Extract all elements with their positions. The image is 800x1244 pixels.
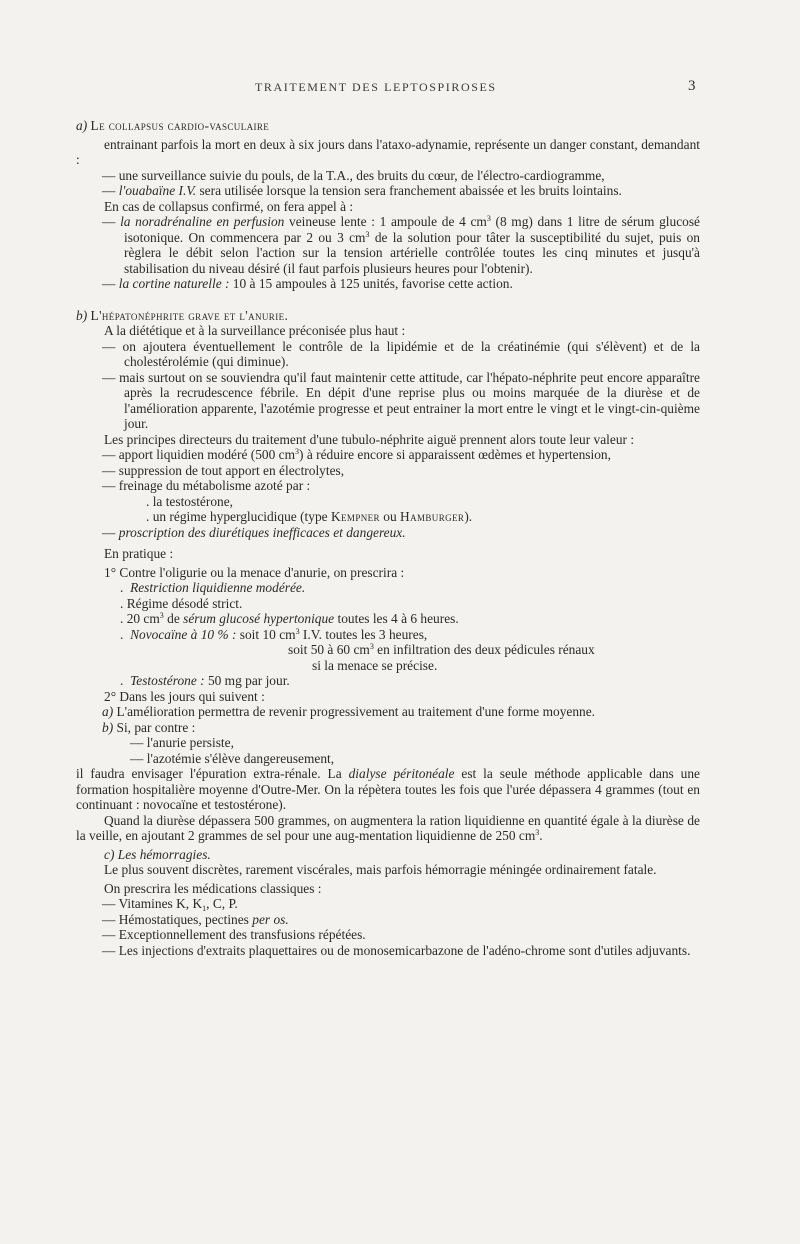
- list-subitem: — l'azotémie s'élève dangereusement,: [130, 750, 335, 766]
- paragraph: Le plus souvent discrètes, rarement viscérales, mais parfois hémorragie méningée ordinairement fatale.: [104, 862, 657, 877]
- list-subitem: . Régime désodé strict.: [120, 595, 243, 611]
- section-title: Le collapsus cardio-vasculaire: [90, 118, 270, 133]
- list-item: — on ajoutera éventuellement le contrôle de la lipidémie et de la créatinémie (qui s'élèvent) et de la cholestérolémie (qui diminue).: [102, 338, 700, 369]
- list-item: — mais surtout on se souviendra qu'il faut maintenir cette attitude, car l'hépato-néphrite peut encore apparaître après la recrudescence fébrile. En dépit d'une reprise plus ou moins marquée de la diurèse et de l'amélioration apparente, l'azotémie progresse et peut entrainer la mort entre le vingt et le vingt-cin-quième jour.: [102, 369, 700, 431]
- paragraph: Les principes directeurs du traitement d'une tubulo-néphrite aiguë prennent alors toute leur valeur :: [104, 431, 635, 447]
- list-item: — l'ouabaïne I.V. sera utilisée lorsque la tension sera franchement abaissée et les bruits lointains.: [102, 183, 622, 198]
- list-subitem: . Testostérone : 50 mg par jour.: [120, 673, 290, 688]
- section-title: L'hépatonéphrite grave et l'anurie.: [90, 307, 289, 323]
- section-b-heading: [76, 308, 700, 324]
- list-item: — suppression de tout apport en électrolytes,: [102, 462, 345, 478]
- list-continuation: si la menace se précise.: [312, 657, 438, 673]
- paragraph: A la diététique et à la surveillance préconisée plus haut :: [104, 323, 406, 338]
- list-item: — proscription des diurétiques inefficaces et dangereux.: [102, 524, 406, 540]
- paragraph: Quand la diurèse dépassera 500 grammes, on augmentera la ration liquidienne en quantité égale à la diurèse de la veille, en ajoutant 2 grammes de sel pour une aug-mentation liquidienne de 250 $cm^3$.: [76, 812, 700, 843]
- list-subitem: . 20 $cm^3$ de sérum glucosé hypertonique toutes les 4 à 6 heures.: [120, 611, 459, 626]
- list-item: — la cortine naturelle : 10 à 15 ampoules à 125 unités, favorise cette action.: [102, 276, 513, 291]
- paragraph: En cas de collapsus confirmé, on fera appel à :: [104, 198, 354, 214]
- list-continuation: soit 50 à 60 $cm^3$ en infiltration des deux pédicules rénaux: [288, 642, 595, 657]
- paragraph: En pratique :: [104, 546, 174, 561]
- list-item: — Vitamines K, $K_1$, C, P.: [102, 896, 238, 913]
- paragraph: entrainant parfois la mort en deux à six jours dans l'ataxo-adynamie, représente un danger constant, demandant :: [76, 136, 700, 167]
- section-label: b): [76, 307, 88, 323]
- lettered-item: a) L'amélioration permettra de revenir progressivement au traitement d'une forme moyenne.: [102, 704, 596, 719]
- document-body: [76, 118, 700, 958]
- list-item: — la noradrénaline en perfusion veineuse lente : 1 ampoule de 4 $cm^3$ (8 mg) dans 1 litre de sérum glucosé isotonique. On commencera par 2 ou 3 $cm^3$ de la solution pour tâter la susceptibilité du sujet, puis on règlera le débit selon l'action sur la tension artérielle contrôlée toutes les cinq minutes et jusqu'à stabilisation du niveau désiré (il faut parfois plusieurs heures pour l'obtenir).: [102, 214, 700, 276]
- lettered-item: b) Si, par contre :: [102, 719, 196, 735]
- list-item: — Hémostatiques, pectines per os.: [102, 911, 289, 927]
- list-subitem: . Restriction liquidienne modérée.: [120, 580, 306, 595]
- paragraph: il faudra envisager l'épuration extra-rénale. La dialyse péritonéale est la seule méthode applicable dans une formation hospitalière moyenne d'Outre-Mer. On la répètera toutes les fois que l'urée dépassera 4 grammes (tout en continuant : novocaïne et testostérone).: [76, 766, 700, 812]
- page-number: 3: [688, 78, 696, 94]
- list-item: — une surveillance suivie du pouls, de la T.A., des bruits du cœur, de l'électro-cardiogramme,: [102, 167, 605, 183]
- list-subitem: — l'anurie persiste,: [130, 735, 234, 750]
- section-a-heading: [76, 118, 700, 134]
- section-label: c): [104, 846, 115, 862]
- list-subitem: . Novocaïne à 10 % : soit 10 $cm^3$ I.V. toutes les 3 heures,: [120, 626, 428, 642]
- section-label: a): [76, 118, 88, 133]
- paragraph: On prescrira les médications classiques :: [104, 880, 322, 896]
- list-item: — freinage du métabolisme azoté par :: [102, 478, 311, 493]
- numbered-item: 2° Dans les jours qui suivent :: [104, 688, 265, 704]
- list-item: — Les injections d'extraits plaquettaires ou de monosemicarbazone de l'adéno-chrome sont d'utiles adjuvants.: [102, 942, 691, 958]
- running-title: TRAITEMENT DES LEPTOSPIROSES: [255, 80, 497, 94]
- list-subitem: . un régime hyperglucidique (type Kempner ou Hamburger).: [146, 509, 473, 524]
- section-c-heading: [76, 847, 700, 863]
- list-item: — apport liquidien modéré (500 $cm^3$) à réduire encore si apparaissent œdèmes et hypertension,: [102, 447, 611, 462]
- numbered-item: 1° Contre l'oligurie ou la menace d'anurie, on prescrira :: [104, 564, 405, 580]
- list-subitem: . la testostérone,: [146, 493, 234, 509]
- section-title: Les hémorragies.: [117, 846, 211, 862]
- list-item: — Exceptionnellement des transfusions répétées.: [102, 927, 366, 942]
- page-header: [0, 80, 800, 100]
